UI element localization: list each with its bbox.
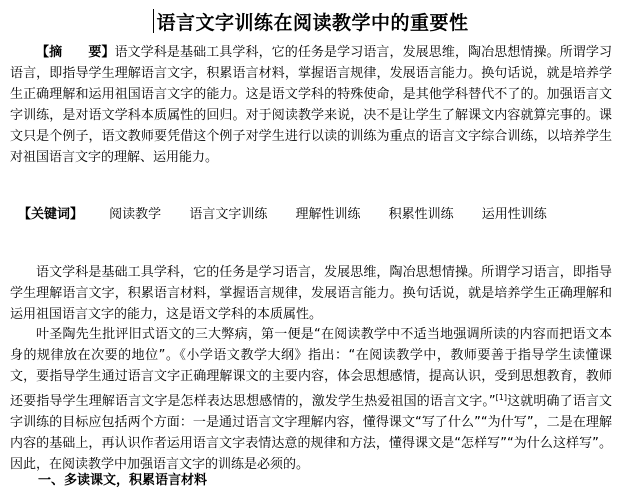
keyword-item: 理解性训练 bbox=[295, 207, 361, 222]
abstract-text: 语文学科是基础工具学科，它的任务是学习语言，发展思维，陶冶思想情操。所谓学习语言，即指导学生理解语言文字，积累语言材料，掌握语言规律，发展语言能力。换句话说，就是培养学生正确理解和运用祖国语言文字的能力。这是语文学科的特殊使命，是其他学科替代不了的。加强语言文字训练，是对语文学科本质属性的回归。对于阅读教学来说，决不是让学生了解课文内容就算完事的。课文只是个例子，语文教师要凭借这个例子对学生进行以读的训练为重点的语言文字综合训练，以培养学生对祖国语言文字的理解、运用能力。 bbox=[10, 45, 612, 165]
keyword-item: 运用性训练 bbox=[481, 207, 547, 222]
keywords-label: 【关键词】 bbox=[18, 207, 84, 222]
body-paragraph-2-part-1: 叶圣陶先生批评旧式语文的三大弊病，第一便是“在阅读教学中不适当地强调所读的内容而把语文本身的规律放在次要的地位”。《小学语文教学大纲》指出：“在阅读教学中，教师要善于指导学生读懂课文，要指导学生通过语言文字正确理解课文的主要内容，体会思想感情，提高认识，受到思想教育，教师还要指导学生理解语言文字是怎样表达思想感情的，激发学生热爱祖国的语言文字。” bbox=[10, 327, 612, 409]
body-paragraph-2-part-2: 这就明确了语言文字训练的目标应包括两个方面：一是通过语言文字理解内容，懂得课文“写了什么”“为什写”，二是在理解内容的基础上，再认识作者运用语言文字表情达意的规律和方法，懂得课文是“怎样写”“为什么这样写”。因此，在阅读教学中加强语言文字的训练是必须的。 bbox=[10, 394, 612, 472]
keywords-line bbox=[18, 204, 571, 225]
keyword-item: 积累性训练 bbox=[388, 207, 454, 222]
text-cursor bbox=[153, 9, 154, 33]
body-paragraph-2 bbox=[10, 324, 612, 475]
title-block bbox=[0, 8, 622, 35]
keyword-item: 语言文字训练 bbox=[189, 207, 268, 222]
footnote-marker: [1] bbox=[495, 393, 508, 402]
document-title: 语言文字训练在阅读教学中的重要性 bbox=[156, 12, 469, 34]
keyword-item: 阅读教学 bbox=[109, 207, 162, 222]
section-heading: 一、多读课文，积累语言材料 bbox=[38, 473, 208, 488]
body-paragraph-1: 语文学科是基础工具学科，它的任务是学习语言，发展思维，陶冶思想情操。所谓学习语言，即指导学生理解语言文字，积累语言材料，掌握语言规律，发展语言能力。换句话说，就是培养学生正确理解和运用祖国语言文字的能力，这是语文学科的本质属性。 bbox=[10, 265, 612, 322]
abstract-label: 【摘 要】 bbox=[36, 45, 115, 60]
abstract-paragraph bbox=[10, 42, 612, 168]
